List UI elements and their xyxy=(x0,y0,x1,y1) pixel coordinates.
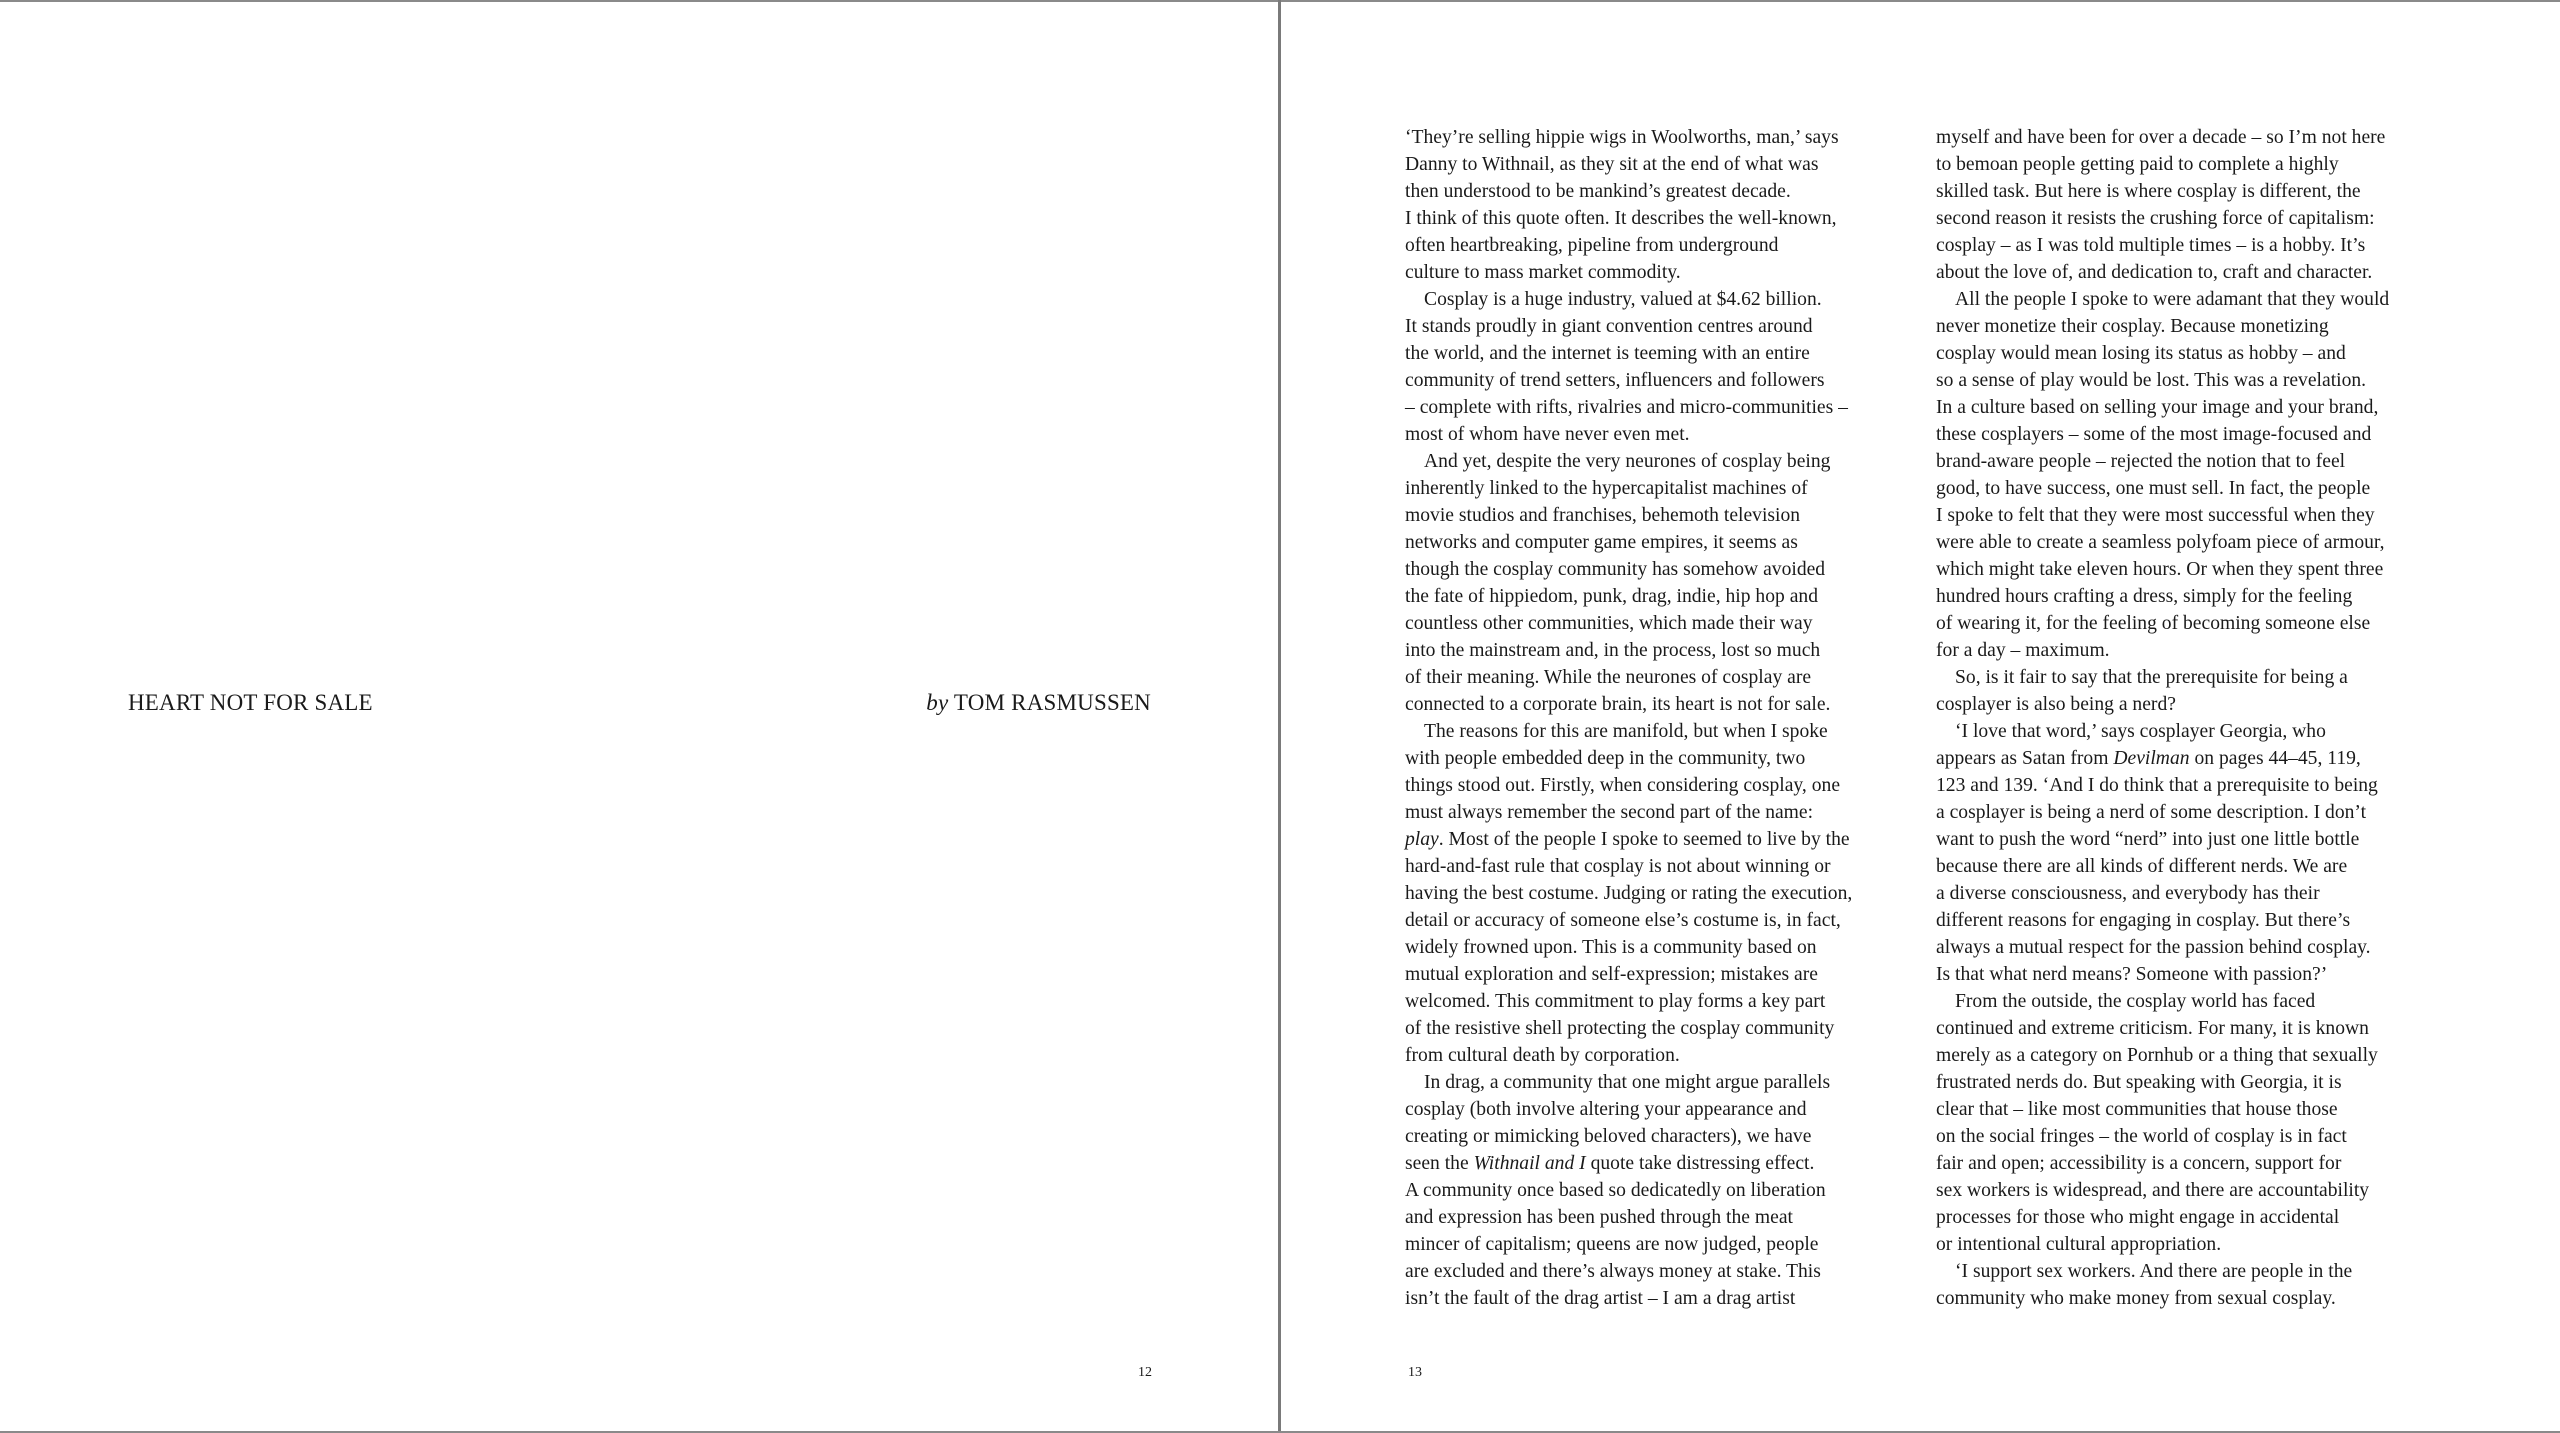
text-line xyxy=(1936,934,2446,961)
text-line xyxy=(1405,475,1910,502)
text-segment: It stands proudly in giant convention centres around xyxy=(1405,316,1813,337)
text-segment: community who make money from sexual cosplay. xyxy=(1936,1288,2336,1309)
text-segment: And yet, despite the very neurones of cosplay being xyxy=(1424,451,1831,472)
text-line xyxy=(1405,1096,1910,1123)
text-line xyxy=(1936,1285,2446,1312)
text-segment: isn’t the fault of the drag artist – I am a drag artist xyxy=(1405,1288,1796,1309)
text-segment: second reason it resists the crushing force of capitalism: xyxy=(1936,208,2375,229)
text-line xyxy=(1936,826,2446,853)
text-segment: a diverse consciousness, and everybody has their xyxy=(1936,883,2320,904)
text-line xyxy=(1936,259,2446,286)
text-segment: From the outside, the cosplay world has faced xyxy=(1955,991,2316,1012)
text-segment: were able to create a seamless polyfoam piece of armour, xyxy=(1936,532,2385,553)
text-line xyxy=(1936,394,2446,421)
text-segment: In a culture based on selling your image and your brand, xyxy=(1936,397,2379,418)
text-segment: quote take distressing effect. xyxy=(1585,1153,1815,1174)
text-segment: want to push the word “nerd” into just one little bottle xyxy=(1936,829,2360,850)
author-name: TOM RASMUSSEN xyxy=(953,690,1151,715)
text-line xyxy=(1405,232,1910,259)
text-segment: . Most of the people I spoke to seemed to live by the xyxy=(1438,829,1850,850)
text-line xyxy=(1405,286,1910,313)
page-number-right: 13 xyxy=(1408,1365,1422,1380)
text-segment: hundred hours crafting a dress, simply for the feeling xyxy=(1936,586,2353,607)
text-segment: so a sense of play would be lost. This was a revelation. xyxy=(1936,370,2367,391)
text-segment: things stood out. Firstly, when considering cosplay, one xyxy=(1405,775,1841,796)
text-segment: culture to mass market commodity. xyxy=(1405,262,1681,283)
text-line xyxy=(1936,340,2446,367)
text-segment: with people embedded deep in the community, two xyxy=(1405,748,1806,769)
text-line xyxy=(1405,745,1910,772)
text-segment: the world, and the internet is teeming with an entire xyxy=(1405,343,1810,364)
text-line xyxy=(1936,1204,2446,1231)
text-line xyxy=(1405,1204,1910,1231)
text-line xyxy=(1405,988,1910,1015)
text-line xyxy=(1405,394,1910,421)
text-line xyxy=(1936,1069,2446,1096)
text-line xyxy=(1405,610,1910,637)
text-line xyxy=(1936,1231,2446,1258)
left-page xyxy=(0,2,1278,1431)
text-line xyxy=(1936,799,2446,826)
text-line xyxy=(1936,124,2446,151)
text-line xyxy=(1936,745,2446,772)
text-segment: mutual exploration and self-expression; mistakes are xyxy=(1405,964,1818,985)
text-segment: good, to have success, one must sell. In fact, the people xyxy=(1936,478,2371,499)
text-line xyxy=(1405,205,1910,232)
text-segment: cosplayer is also being a nerd? xyxy=(1936,694,2176,715)
text-line xyxy=(1405,448,1910,475)
text-segment: never monetize their cosplay. Because monetizing xyxy=(1936,316,2329,337)
text-line xyxy=(1936,178,2446,205)
text-segment: cosplay would mean losing its status as hobby – and xyxy=(1936,343,2346,364)
text-line xyxy=(1405,934,1910,961)
text-segment: or intentional cultural appropriation. xyxy=(1936,1234,2222,1255)
text-segment: hard-and-fast rule that cosplay is not about winning or xyxy=(1405,856,1831,877)
text-segment: connected to a corporate brain, its heart is not for sale. xyxy=(1405,694,1831,715)
text-segment: Is that what nerd means? Someone with passion?’ xyxy=(1936,964,2328,985)
text-line xyxy=(1936,988,2446,1015)
text-segment: the fate of hippiedom, punk, drag, indie, hip hop and xyxy=(1405,586,1819,607)
text-line xyxy=(1405,1123,1910,1150)
text-line xyxy=(1936,691,2446,718)
byline-prefix: by xyxy=(926,690,949,715)
text-line xyxy=(1936,718,2446,745)
text-segment: on pages 44–45, 119, xyxy=(2189,748,2361,769)
text-line xyxy=(1405,259,1910,286)
text-segment: a cosplayer is being a nerd of some description. I don’t xyxy=(1936,802,2367,823)
text-column-1 xyxy=(1405,124,1910,1312)
text-segment: welcomed. This commitment to play forms a key part xyxy=(1405,991,1826,1012)
text-line xyxy=(1936,1258,2446,1285)
text-segment: for a day – maximum. xyxy=(1936,640,2110,661)
text-line xyxy=(1936,1096,2446,1123)
text-segment: continued and extreme criticism. For many, it is known xyxy=(1936,1018,2369,1039)
italic-text: Withnail and I xyxy=(1473,1153,1586,1174)
text-line xyxy=(1936,556,2446,583)
text-segment: because there are all kinds of different nerds. We are xyxy=(1936,856,2348,877)
text-segment: ‘I love that word,’ says cosplayer Georgia, who xyxy=(1955,721,2326,742)
text-line xyxy=(1405,826,1910,853)
text-line xyxy=(1405,529,1910,556)
text-segment: frustrated nerds do. But speaking with Georgia, it is xyxy=(1936,1072,2342,1093)
text-segment: of the resistive shell protecting the cosplay community xyxy=(1405,1018,1835,1039)
text-line xyxy=(1936,1177,2446,1204)
text-line xyxy=(1936,448,2446,475)
text-line xyxy=(1936,853,2446,880)
text-segment: having the best costume. Judging or rating the execution, xyxy=(1405,883,1853,904)
text-segment: which might take eleven hours. Or when they spent three xyxy=(1936,559,2384,580)
text-line xyxy=(1936,1150,2446,1177)
text-segment: appears as Satan from xyxy=(1936,748,2114,769)
text-segment: sex workers is widespread, and there are accountability xyxy=(1936,1180,2370,1201)
text-line xyxy=(1936,1042,2446,1069)
text-line xyxy=(1936,475,2446,502)
text-segment: often heartbreaking, pipeline from underground xyxy=(1405,235,1779,256)
text-line xyxy=(1405,340,1910,367)
text-line xyxy=(1405,1042,1910,1069)
text-segment: myself and have been for over a decade – so I’m not here xyxy=(1936,127,2386,148)
text-segment: – complete with rifts, rivalries and micro-communities – xyxy=(1405,397,1848,418)
text-segment: All the people I spoke to were adamant that they would xyxy=(1955,289,2390,310)
text-line xyxy=(1405,583,1910,610)
text-segment: networks and computer game empires, it seems as xyxy=(1405,532,1798,553)
text-segment: to bemoan people getting paid to complete a highly xyxy=(1936,154,2339,175)
text-segment: movie studios and franchises, behemoth television xyxy=(1405,505,1801,526)
text-line xyxy=(1936,961,2446,988)
text-line xyxy=(1405,961,1910,988)
text-segment: different reasons for engaging in cosplay. But there’s xyxy=(1936,910,2351,931)
text-line xyxy=(1405,421,1910,448)
text-line xyxy=(1936,664,2446,691)
text-line xyxy=(1405,1069,1910,1096)
italic-text: play xyxy=(1405,829,1439,850)
text-segment: about the love of, and dedication to, craft and character. xyxy=(1936,262,2373,283)
article-title: HEART NOT FOR SALE xyxy=(128,690,373,715)
text-segment: The reasons for this are manifold, but when I spoke xyxy=(1424,721,1828,742)
text-line xyxy=(1936,610,2446,637)
text-line xyxy=(1405,1231,1910,1258)
text-line xyxy=(1936,529,2446,556)
text-line xyxy=(1405,799,1910,826)
text-segment: on the social fringes – the world of cosplay is in fact xyxy=(1936,1126,2347,1147)
text-segment: 123 and 139. ‘And I do think that a prerequisite to being xyxy=(1936,775,2378,796)
text-segment: ‘They’re selling hippie wigs in Woolworths, man,’ says xyxy=(1405,127,1839,148)
text-line xyxy=(1405,664,1910,691)
text-segment: In drag, a community that one might argue parallels xyxy=(1424,1072,1831,1093)
text-line xyxy=(1405,124,1910,151)
text-segment: cosplay – as I was told multiple times – is a hobby. It’s xyxy=(1936,235,2366,256)
text-segment: creating or mimicking beloved characters), we have xyxy=(1405,1126,1812,1147)
byline xyxy=(926,690,1151,716)
text-line xyxy=(1936,421,2446,448)
text-line xyxy=(1405,151,1910,178)
text-segment: Cosplay is a huge industry, valued at $4.62 billion. xyxy=(1424,289,1822,310)
text-line xyxy=(1405,1177,1910,1204)
text-segment: into the mainstream and, in the process, lost so much xyxy=(1405,640,1821,661)
text-segment: cosplay (both involve altering your appearance and xyxy=(1405,1099,1807,1120)
text-segment: must always remember the second part of the name: xyxy=(1405,802,1814,823)
text-column-2 xyxy=(1936,124,2446,1312)
text-segment: community of trend setters, influencers and followers xyxy=(1405,370,1825,391)
text-line xyxy=(1405,880,1910,907)
text-segment: I spoke to felt that they were most successful when they xyxy=(1936,505,2375,526)
text-segment: ‘I support sex workers. And there are people in the xyxy=(1955,1261,2353,1282)
text-line xyxy=(1405,313,1910,340)
text-line xyxy=(1936,637,2446,664)
text-segment: from cultural death by corporation. xyxy=(1405,1045,1680,1066)
text-segment: of their meaning. While the neurones of cosplay are xyxy=(1405,667,1812,688)
text-line xyxy=(1936,907,2446,934)
text-segment: seen the xyxy=(1405,1153,1474,1174)
text-segment: merely as a category on Pornhub or a thing that sexually xyxy=(1936,1045,2378,1066)
text-line xyxy=(1405,1258,1910,1285)
text-line xyxy=(1936,151,2446,178)
text-segment: most of whom have never even met. xyxy=(1405,424,1690,445)
text-segment: inherently linked to the hypercapitalist machines of xyxy=(1405,478,1808,499)
text-line xyxy=(1405,1015,1910,1042)
text-line xyxy=(1405,502,1910,529)
text-line xyxy=(1936,232,2446,259)
text-segment: clear that – like most communities that house those xyxy=(1936,1099,2338,1120)
text-line xyxy=(1936,583,2446,610)
text-line xyxy=(1936,502,2446,529)
text-line xyxy=(1936,313,2446,340)
text-segment: skilled task. But here is where cosplay is different, the xyxy=(1936,181,2361,202)
text-segment: widely frowned upon. This is a community based on xyxy=(1405,937,1817,958)
text-segment: I think of this quote often. It describes the well-known, xyxy=(1405,208,1837,229)
text-line xyxy=(1936,1015,2446,1042)
text-line xyxy=(1405,718,1910,745)
text-segment: So, is it fair to say that the prerequisite for being a xyxy=(1955,667,2348,688)
text-line xyxy=(1405,556,1910,583)
text-segment: brand-aware people – rejected the notion that to feel xyxy=(1936,451,2346,472)
text-line xyxy=(1936,1123,2446,1150)
text-line xyxy=(1936,880,2446,907)
text-segment: and expression has been pushed through the meat xyxy=(1405,1207,1793,1228)
text-line xyxy=(1936,205,2446,232)
italic-text: Devilman xyxy=(2113,748,2190,769)
text-line xyxy=(1405,907,1910,934)
text-segment: these cosplayers – some of the most image-focused and xyxy=(1936,424,2372,445)
text-line xyxy=(1405,367,1910,394)
right-page xyxy=(1281,2,2560,1431)
text-line xyxy=(1936,286,2446,313)
text-line xyxy=(1936,772,2446,799)
text-segment: fair and open; accessibility is a concern, support for xyxy=(1936,1153,2342,1174)
text-segment: then understood to be mankind’s greatest decade. xyxy=(1405,181,1791,202)
text-line xyxy=(1936,367,2446,394)
text-line xyxy=(1405,1285,1910,1312)
text-line xyxy=(1405,772,1910,799)
text-segment: detail or accuracy of someone else’s costume is, in fact, xyxy=(1405,910,1841,931)
text-segment: are excluded and there’s always money at stake. This xyxy=(1405,1261,1821,1282)
text-line xyxy=(1405,178,1910,205)
text-line xyxy=(1405,853,1910,880)
text-segment: of wearing it, for the feeling of becoming someone else xyxy=(1936,613,2371,634)
text-segment: processes for those who might engage in accidental xyxy=(1936,1207,2340,1228)
page-number-left: 12 xyxy=(1138,1365,1152,1380)
text-line xyxy=(1405,691,1910,718)
text-segment: Danny to Withnail, as they sit at the end of what was xyxy=(1405,154,1819,175)
text-segment: always a mutual respect for the passion behind cosplay. xyxy=(1936,937,2371,958)
text-segment: A community once based so dedicatedly on liberation xyxy=(1405,1180,1826,1201)
text-line xyxy=(1405,637,1910,664)
text-segment: countless other communities, which made their way xyxy=(1405,613,1813,634)
text-line xyxy=(1405,1150,1910,1177)
text-segment: though the cosplay community has somehow avoided xyxy=(1405,559,1826,580)
text-segment: mincer of capitalism; queens are now judged, people xyxy=(1405,1234,1819,1255)
